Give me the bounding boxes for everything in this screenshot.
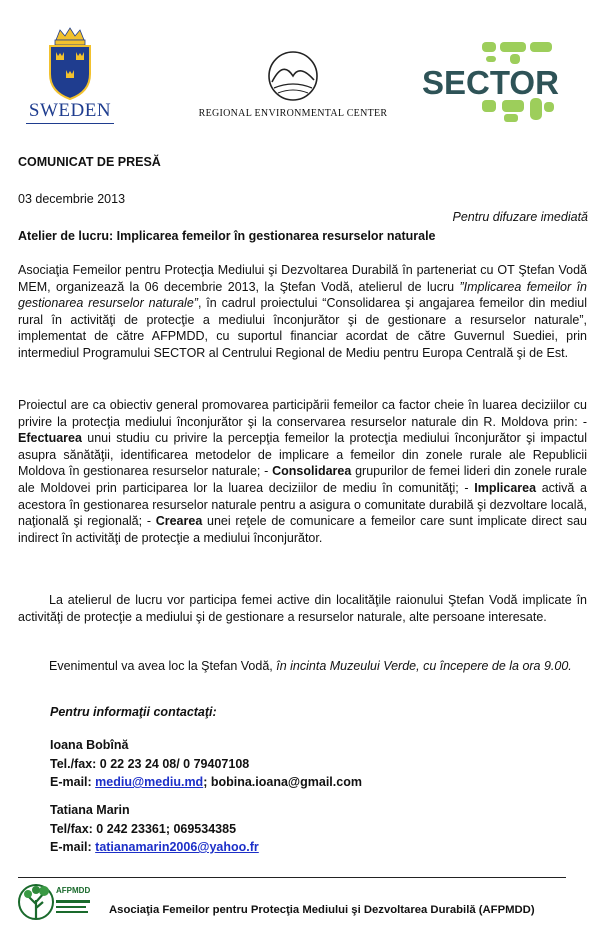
paragraph-objective-text-2: grupurilor de femei lideri din zonele rurale ale Moldovei prin participarea lor la luarea deciziilor de mediu în comunităţi; -	[18, 464, 587, 495]
paragraph-intro	[18, 262, 587, 362]
paragraph-intro-text-a: Asociaţia Femeilor pentru Protecţia Mediului şi Dezvoltarea Durabilă în parteneriat cu OT Ştefan Vodă MEM, organizează la 06 decembrie 2013, la Ştefan Vodă, atelierul de lucru	[18, 263, 587, 294]
afpmdd-logo-text: AFPMDD	[56, 886, 91, 895]
contact-2-name: Tatiana Marin	[50, 803, 130, 817]
contact-block-1	[50, 736, 362, 792]
afpmdd-tree-icon	[16, 878, 92, 922]
bold-efectuarea: Efectuarea	[18, 431, 82, 446]
sector-logo-text: SECTOR	[422, 64, 559, 101]
contact-2-email-link[interactable]: tatianamarin2006@yahoo.fr	[95, 840, 259, 854]
paragraph-event-text: Evenimentul va avea loc la Ştefan Vodă,	[49, 659, 277, 673]
sweden-coat-of-arms-icon	[20, 26, 120, 102]
paragraph-objective	[18, 397, 587, 546]
contact-1-name: Ioana Bobînă	[50, 738, 129, 752]
rec-logo	[188, 50, 398, 120]
document-title: COMUNICAT DE PRESĂ	[18, 155, 161, 169]
paragraph-objective-text-a: Proiectul are ca obiectiv general promovarea participării femeilor ca factor cheie în luarea deciziilor cu privire la protecţia mediului înconjurător şi la conservarea resurselor naturale din R. Moldova prin: -	[18, 398, 587, 429]
paragraph-intro-text-b: , în cadrul proiectului “Consolidarea şi angajarea femeilor din mediul rural în activităţi de protecţie a mediului înconjurător şi de gestionare a resurselor naturale”, implementat de către AFPMDD, cu suportul financiar acordat de către Guvernul Suediei, prin intermediul Programului SECTOR al Centrului Regional de Mediu pentru Europa Centrală şi de Est.	[18, 296, 587, 360]
sweden-logo	[20, 26, 120, 122]
contact-1-email-separator: ;	[203, 775, 211, 789]
bold-crearea: Crearea	[155, 514, 203, 529]
bold-implicarea: Implicarea	[474, 480, 537, 495]
event-title: Atelier de lucru: Implicarea femeilor în gestionarea resurselor naturale	[18, 229, 436, 243]
footer-divider	[18, 877, 566, 878]
contact-2-email-row	[50, 838, 259, 857]
contact-1-email-row	[50, 773, 362, 792]
afpmdd-logo	[16, 878, 92, 922]
contacts-heading: Pentru informaţii contactaţi:	[50, 705, 217, 719]
paragraph-objective-text-4: unei reţele de comunicare a femeilor care sunt implicate direct sau indirect în activităţi de protecţie a mediului înconjurător.	[18, 514, 587, 545]
rec-globe-icon	[188, 50, 398, 106]
contact-1-email-link-1[interactable]: mediu@mediu.md	[95, 775, 204, 789]
contact-2-email-label: E-mail:	[50, 840, 96, 854]
sweden-logo-underline	[26, 123, 114, 124]
contact-1-phone: Tel./fax: 0 22 23 24 08/ 0 79407108	[50, 756, 250, 771]
paragraph-event-italic: în incinta Muzeului Verde, cu începere de la ora 9.00.	[276, 659, 572, 673]
footer-organization: Asociaţia Femeilor pentru Protecţia Mediului şi Dezvoltarea Durabilă (AFPMDD)	[109, 904, 535, 916]
contact-1-email-label: E-mail:	[50, 775, 96, 789]
document-date: 03 decembrie 2013	[18, 192, 126, 206]
contact-1-email-2: bobina.ioana@gmail.com	[210, 775, 362, 789]
contact-block-2	[50, 801, 259, 857]
paragraph-intro-italic: ”Implicarea femeilor în gestionarea resurselor naturale”	[18, 279, 587, 311]
rec-logo-text: REGIONAL ENVIRONMENTAL CENTER	[198, 108, 388, 119]
paragraph-objective-text-3: activă a acestora în gestionarea resurselor naturale pentru a asigura o comunitate durabilă şi dezvoltare locală, naţională şi regională; -	[18, 480, 587, 529]
sweden-logo-text: SWEDEN	[28, 100, 112, 121]
paragraph-objective-text-1: unui studiu cu privire la percepţia femeilor la protecţia mediului înconjurător şi impactul asupra sănătăţii, identificarea metodelor de implicare a femeilor din zonele rurale ale Republicii Moldova în gestionarea resurselor naturale; -	[18, 431, 587, 479]
paragraph-participants: La atelierul de lucru vor participa femei active din localităţile raionului Ştefan Vodă implicate în activităţi de protecţie a mediului şi de gestionare a resurselor naturale, alte persoane interesate.	[18, 593, 587, 624]
paragraph-event-location	[18, 658, 587, 675]
sector-logo	[420, 40, 560, 125]
release-note: Pentru difuzare imediată	[452, 210, 588, 224]
bold-consolidarea: Consolidarea	[272, 464, 352, 479]
contact-2-phone: Tel/fax: 0 242 23361; 069534385	[50, 821, 237, 836]
